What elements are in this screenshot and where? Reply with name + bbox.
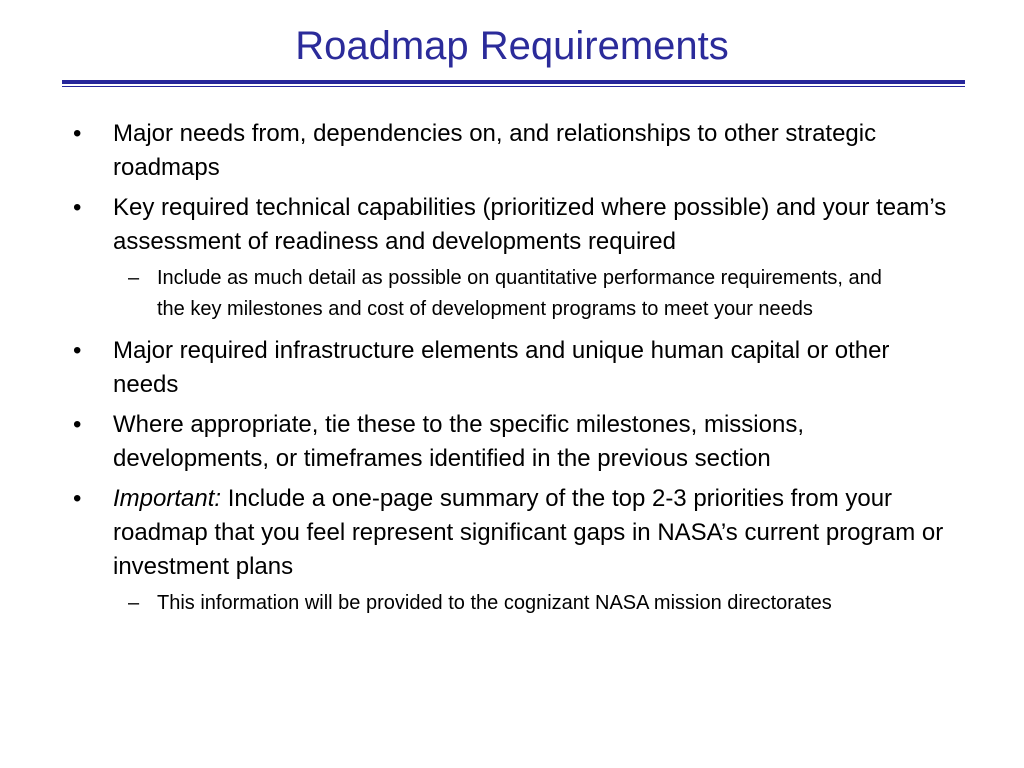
emphasis-label: Important: — [113, 485, 222, 512]
slide-title: Roadmap Requirements — [295, 24, 729, 68]
sub-bullet-item — [0, 588, 1024, 619]
bullet-item — [0, 334, 1024, 402]
bullet-icon: • — [73, 411, 82, 438]
dash-icon: – — [128, 592, 140, 614]
bullet-text: Include a one-page summary of the top 2-3 priorities from your roadmap that you feel represent significant gaps in NASA’s current program or investment plans — [113, 485, 944, 580]
sub-bullet-text: This information will be provided to the cognizant NASA mission directorates — [157, 592, 832, 614]
sub-bullet-text: Include as much detail as possible on quantitative performance requirements, and the key milestones and cost of development programs to meet your needs — [157, 267, 882, 320]
title-divider-thick — [62, 80, 965, 84]
bullet-item — [0, 191, 1024, 259]
bullet-text: Major required infrastructure elements and unique human capital or other needs — [113, 337, 890, 398]
bullet-text: Where appropriate, tie these to the specific milestones, missions, developments, or timeframes identified in the previous section — [113, 411, 804, 472]
bullet-item — [0, 117, 1024, 185]
bullet-list — [0, 117, 1024, 628]
bullet-text: Major needs from, dependencies on, and relationships to other strategic roadmaps — [113, 120, 877, 181]
dash-icon: – — [128, 267, 140, 289]
bullet-text: Key required technical capabilities (prioritized where possible) and your team’s assessment of readiness and developments required — [113, 194, 947, 255]
bullet-icon: • — [73, 485, 82, 512]
bullet-icon: • — [73, 337, 82, 364]
bullet-item — [0, 482, 1024, 584]
sub-bullet-item — [0, 263, 1024, 325]
bullet-icon: • — [73, 120, 82, 147]
title-divider-thin — [62, 86, 965, 87]
bullet-icon: • — [73, 194, 82, 221]
bullet-item — [0, 408, 1024, 476]
